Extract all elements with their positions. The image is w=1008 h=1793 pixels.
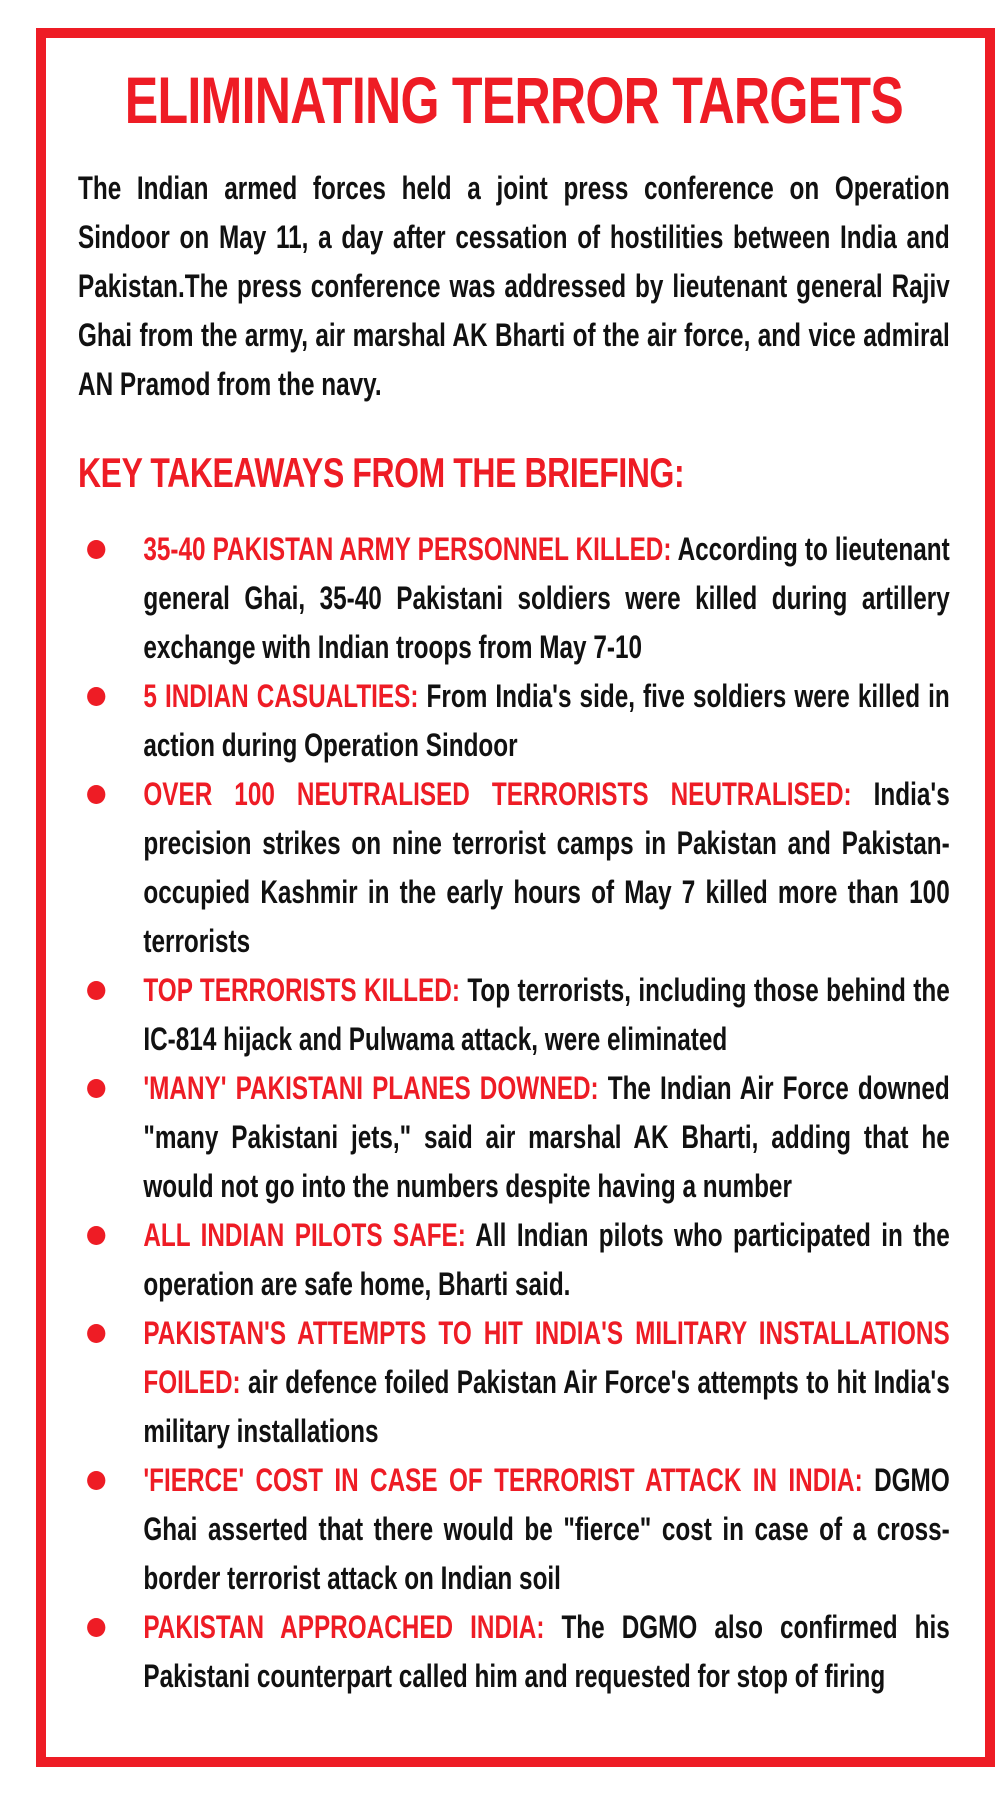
- bullet-dot-icon: [87, 687, 105, 706]
- takeaway-item: [78, 1064, 950, 1211]
- bullet-dot-icon: [87, 981, 105, 1000]
- takeaway-item: [78, 525, 950, 672]
- takeaway-heading: PAKISTAN APPROACHED INDIA:: [143, 1609, 545, 1645]
- takeaways-list: [78, 525, 950, 1701]
- intro-paragraph: The Indian armed forces held a joint press conference on Operation Sindoor on May 11, a day after cessation of hostilities between India and Pakistan.The press conference was addressed by lieutenant general Rajiv Ghai from the army, air marshal AK Bharti of the air force, and vice admiral AN Pramod from the navy.: [78, 170, 950, 402]
- takeaway-text: DGMO Ghai asserted that there would be "fierce" cost in case of a cross-border terrorist attack on Indian soil: [143, 1462, 950, 1596]
- takeaway-item: [78, 1456, 950, 1603]
- takeaway-text: The DGMO also confirmed his Pakistani counterpart called him and requested for stop of firing: [143, 1609, 950, 1694]
- takeaway-text: Top terrorists, including those behind the IC-814 hijack and Pulwama attack, were eliminated: [143, 972, 950, 1057]
- takeaway-item: [78, 770, 950, 966]
- poster-frame: [36, 28, 995, 1767]
- takeaway-item: [78, 1603, 950, 1701]
- section-heading: KEY TAKEAWAYS FROM THE BRIEFING:: [78, 449, 685, 496]
- takeaway-item: [78, 1309, 950, 1456]
- takeaway-heading: ALL INDIAN PILOTS SAFE:: [143, 1217, 466, 1253]
- bullet-dot-icon: [87, 785, 105, 804]
- bullet-dot-icon: [87, 1079, 105, 1098]
- bullet-dot-icon: [87, 1324, 105, 1343]
- takeaway-heading: PAKISTAN'S ATTEMPTS TO HIT INDIA'S MILITARY INSTALLATIONS FOILED:: [143, 1315, 950, 1400]
- takeaway-text: From India's side, five soldiers were killed in action during Operation Sindoor: [143, 678, 950, 763]
- takeaway-heading: 'FIERCE' COST IN CASE OF TERRORIST ATTACK IN INDIA:: [143, 1462, 863, 1498]
- takeaway-heading: 'MANY' PAKISTANI PLANES DOWNED:: [143, 1070, 599, 1106]
- takeaway-heading: 5 INDIAN CASUALTIES:: [143, 678, 419, 714]
- takeaway-heading: TOP TERRORISTS KILLED:: [143, 972, 460, 1008]
- takeaway-item: [78, 1211, 950, 1309]
- takeaway-text: air defence foiled Pakistan Air Force's attempts to hit India's military installations: [143, 1364, 950, 1449]
- takeaway-text: India's precision strikes on nine terrorist camps in Pakistan and Pakistan-occupied Kashmir in the early hours of May 7 killed more than 100 terrorists: [143, 776, 950, 959]
- bullet-dot-icon: [87, 1471, 105, 1490]
- page-title: ELIMINATING TERROR TARGETS: [124, 63, 903, 137]
- poster-content: [78, 62, 950, 1701]
- takeaway-text: According to lieutenant general Ghai, 35-40 Pakistani soldiers were killed during artillery exchange with Indian troops from May 7-10: [143, 531, 950, 665]
- takeaway-heading: OVER 100 NEUTRALISED TERRORISTS NEUTRALISED:: [143, 776, 852, 812]
- takeaway-text: The Indian Air Force downed "many Pakistani jets," said air marshal AK Bharti, adding that he would not go into the numbers despite having a number: [143, 1070, 950, 1204]
- bullet-dot-icon: [87, 1618, 105, 1637]
- takeaway-item: [78, 672, 950, 770]
- takeaway-heading: 35-40 PAKISTAN ARMY PERSONNEL KILLED:: [143, 531, 672, 567]
- takeaway-item: [78, 966, 950, 1064]
- bullet-dot-icon: [87, 540, 105, 559]
- bullet-dot-icon: [87, 1226, 105, 1245]
- takeaway-text: All Indian pilots who participated in the operation are safe home, Bharti said.: [143, 1217, 950, 1302]
